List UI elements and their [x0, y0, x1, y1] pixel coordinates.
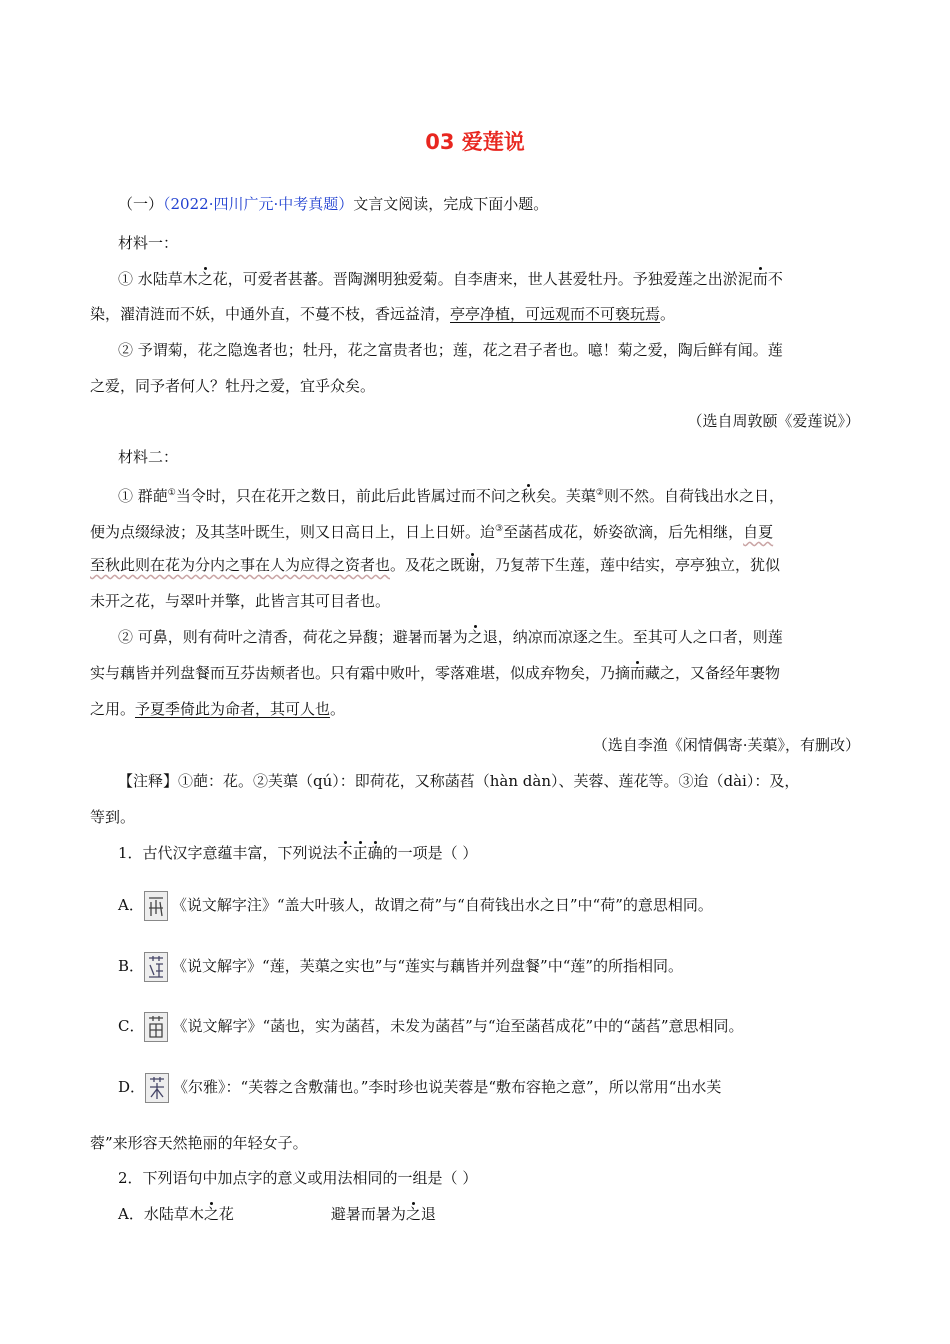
- material1-p2-line2: 之爱，同予者何人？牡丹之爱，宜乎众矣。: [90, 377, 376, 395]
- intro-line: （一）（2022·四川广元·中考真题）文言文阅读，完成下面小题。: [118, 195, 549, 213]
- wavy-underlined-text: 至秋此则在花为分内之事在人为应得之资者也: [90, 556, 391, 574]
- seal-lian-icon: [144, 952, 168, 982]
- material2-p1-line4: 未开之花，与翠叶并擎，此皆言其可目者也。: [90, 592, 391, 610]
- q2-option-a[interactable]: A．水陆草木之花 避暑而暑为之退: [118, 1205, 436, 1223]
- dotted-char: 而: [752, 270, 768, 288]
- dotted-char: 正: [352, 844, 368, 862]
- material1-p1-line2: 染，濯清涟而不妖，中通外直，不蔓不枝，香远益清，亭亭净植，可远观而不可亵玩焉。: [90, 305, 676, 323]
- source-tag: （2022·四川广元·中考真题）: [163, 195, 354, 213]
- seal-he-icon: [144, 891, 168, 921]
- seal-han-icon: [144, 1012, 168, 1042]
- question-1-stem: 1．古代汉字意蕴丰富，下列说法不正确的一项是（ ）: [118, 844, 478, 862]
- dotted-char: 不: [337, 844, 353, 862]
- question-2-stem: 2．下列语句中加点字的意义或用法相同的一组是（ ）: [118, 1169, 478, 1187]
- dotted-char: 之: [203, 1205, 219, 1223]
- q1-option-d[interactable]: D． 《尔雅》：“芙蓉之含敷蒲也。”李时珍也说芙蓉是“敷布容艳之意”，所以常用“出水芙: [118, 1073, 862, 1103]
- dotted-char: 之: [197, 270, 213, 288]
- underlined-sentence: 予夏季倚此为命者，其可人也: [135, 700, 331, 718]
- material2-p1-line3: 至秋此则在花为分内之事在人为应得之资者也。及花之既谢，乃复蒂下生莲，莲中结实，亭亭独立，犹似: [90, 556, 781, 574]
- underlined-sentence: 亭亭净植，可远观而不可亵玩焉: [450, 305, 661, 323]
- dotted-char: 秋: [520, 487, 536, 505]
- page-title: 03 爱莲说: [425, 130, 525, 154]
- material2-p2-line1: ② 可鼻，则有荷叶之清香，荷花之异馥；避暑而暑为之退，纳凉而凉逐之生。至其可人之口者，则莲: [118, 628, 783, 646]
- notes-line1: 【注释】①葩：花。②芙蕖（qú）：即荷花，又称菡萏（hàn dàn）、芙蓉、莲花等。③迨（dài）：及，: [118, 772, 800, 790]
- dotted-char: 谢: [465, 556, 481, 574]
- notes-line2: 等到。: [90, 808, 136, 826]
- q1-option-a[interactable]: A． 《说文解字注》“盖大叶骇人，故谓之荷”与“自荷钱出水之日”中“荷”的意思相同。: [118, 891, 862, 921]
- q1-option-b[interactable]: B． 《说文解字》“莲，芙蕖之实也”与“莲实与藕皆并列盘餐”中“莲”的所指相同。: [118, 952, 862, 982]
- dotted-char: 确: [367, 844, 383, 862]
- q1-option-c[interactable]: C． 《说文解字》“菡也，实为菡萏，未发为菡萏”与“迨至菡萏成花”中的“菡萏”意思相同。: [118, 1012, 862, 1042]
- dotted-char: 之: [405, 1205, 421, 1223]
- material2-source: （选自李渔《闲情偶寄·芙蕖》，有删改）: [592, 736, 860, 754]
- material2-heading: 材料二：: [118, 448, 179, 466]
- seal-fu-icon: [145, 1073, 169, 1103]
- material1-p2-line1: ② 予谓菊，花之隐逸者也；牡丹，花之富贵者也；莲，花之君子者也。噫！菊之爱，陶后鲜有闻。莲: [118, 341, 783, 359]
- material1-p1-line1: ① 水陆草木之花，可爱者甚蕃。晋陶渊明独爱菊。自李唐来，世人甚爱牡丹。予独爱莲之出淤泥而不: [118, 270, 783, 288]
- dotted-char: 而: [630, 664, 646, 682]
- dotted-char: 之: [467, 628, 483, 646]
- material2-p1-line1: ① 群葩①当令时，只在花开之数日，前此后此皆属过而不问之秋矣。芙蕖②则不然。自荷钱出水之日，: [118, 487, 784, 505]
- q1-option-d-cont: 蓉”来形容天然艳丽的年轻女子。: [90, 1134, 308, 1152]
- material1-heading: 材料一：: [118, 234, 179, 252]
- material2-p2-line3: 之用。予夏季倚此为命者，其可人也。: [90, 700, 346, 718]
- wavy-underlined-text: 自夏: [743, 523, 774, 541]
- material2-p1-line2: 便为点缀绿波；及其茎叶既生，则又日高日上，日上日妍。迨③至菡萏成花，娇姿欲滴，后先相继，自夏: [90, 523, 774, 541]
- material2-p2-line2: 实与藕皆并列盘餐而互芬齿颊者也。只有霜中败叶，零落难堪，似成弃物矣，乃摘而藏之，又备经年裹物: [90, 664, 781, 682]
- material1-source: （选自周敦颐《爱莲说》）: [687, 412, 860, 430]
